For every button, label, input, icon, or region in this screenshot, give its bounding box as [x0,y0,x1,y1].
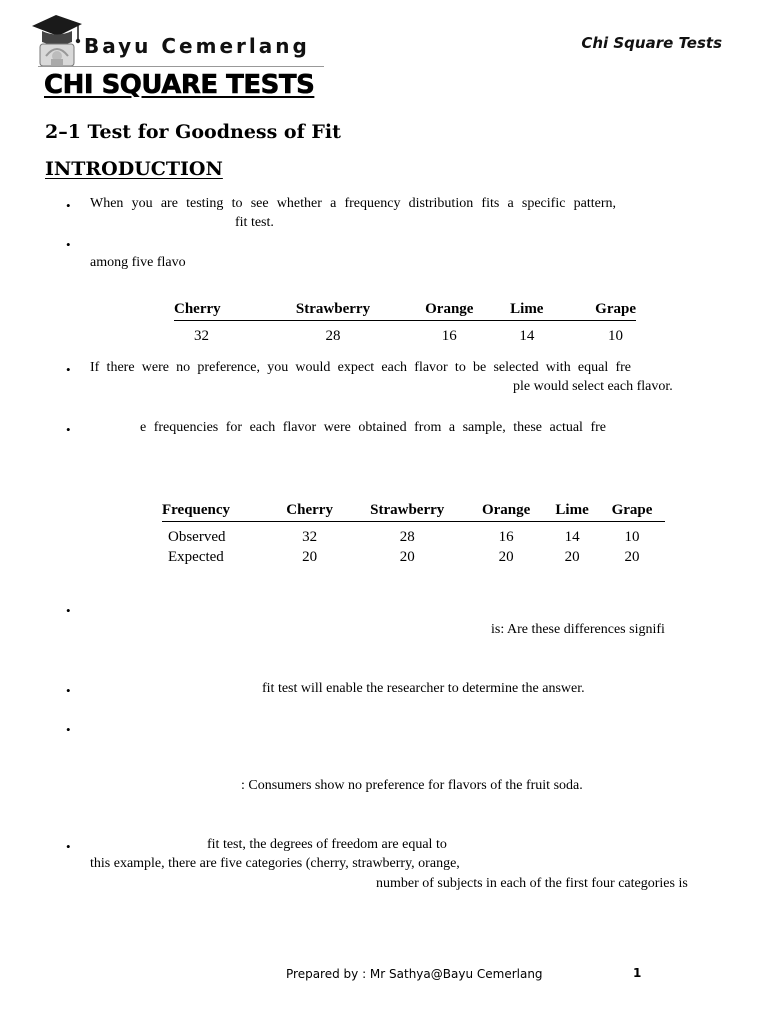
bullet-3-line-1: If there were no preference, you would expect each flavor to be selected with equal fre [90,360,631,375]
observed-expected-table [162,499,665,567]
bullet-8-marker: • [66,839,71,854]
table2-header-orange: Orange [467,499,545,522]
table2-cell: 10 [624,528,640,545]
bullet-8-line-2: this example, there are five categories (cherry, strawberry, orange, [90,856,460,871]
bullet-7-marker: • [66,722,71,737]
table2-header-cherry: Cherry [272,499,347,522]
table2-cell: 28 [399,528,415,545]
header-divider [38,66,324,67]
bullet-5-marker: • [66,603,71,618]
table2-row-label: Observed [168,528,226,545]
bullet-3-marker: • [66,362,71,377]
table2-cell: 14 [564,528,580,545]
page-number: 1 [633,966,642,980]
table2-cell: 32 [302,528,318,545]
table1-header-grape: Grape [558,298,636,321]
brand-name: Bayu Cemerlang [84,34,310,58]
bullet-2-marker: • [66,237,71,252]
table2-header-strawberry: Strawberry [347,499,467,522]
section-heading: 2–1 Test for Goodness of Fit [45,121,341,143]
footer-prepared-by: Prepared by : Mr Sathya@Bayu Cemerlang [286,967,543,981]
table1-header-strawberry: Strawberry [263,298,404,321]
table2-header-lime: Lime [545,499,599,522]
bullet-4-line-1: e frequencies for each flavor were obtained from a sample, these actual fre [140,420,606,435]
graduation-cap-logo-icon [26,12,88,70]
table-row [162,547,665,567]
table2-cell: 20 [564,548,580,565]
flavor-selection-table [174,298,636,345]
table-row [174,321,636,346]
bullet-8-line-3: number of subjects in each of the first four categories is [376,876,688,891]
table2-cell: 20 [498,548,514,565]
table1-cell-orange: 16 [441,328,457,344]
table2-cell: 20 [399,548,415,565]
table-row [162,522,665,548]
bullet-8-line-1: fit test, the degrees of freedom are equal to [207,837,447,852]
bullet-1-marker: • [66,198,71,213]
bullet-6-line-1: fit test will enable the researcher to determine the answer. [262,681,585,696]
bullet-7-line-2: : Consumers show no preference for flavors of the fruit soda. [241,778,583,793]
table1-header-lime: Lime [495,298,558,321]
table2-cell: 16 [498,528,514,545]
table1-cell-grape: 10 [608,328,623,344]
bullet-3-line-2: ple would select each flavor. [513,379,673,394]
running-title: Chi Square Tests [581,34,722,52]
bullet-6-marker: • [66,683,71,698]
table2-row-label: Expected [168,548,224,565]
table1-cell-cherry: 32 [194,328,209,344]
table2-cell: 20 [624,548,640,565]
bullet-1-line-1: When you are testing to see whether a frequency distribution fits a specific pattern, [90,196,616,211]
bullet-2-line-2: among five flavo [90,255,186,270]
table2-header-frequency: Frequency [162,499,272,522]
introduction-heading: INTRODUCTION [45,158,223,180]
table1-header-orange: Orange [403,298,495,321]
table1-header-cherry: Cherry [174,298,263,321]
table2-header-grape: Grape [599,499,665,522]
table1-cell-lime: 14 [519,328,535,344]
bullet-4-marker: • [66,422,71,437]
bullet-5-line-2: is: Are these differences signifi [491,622,665,637]
table1-cell-strawberry: 28 [325,328,341,344]
page-title: CHI SQUARE TESTS [44,70,315,100]
bullet-1-line-2: fit test. [235,215,274,230]
table2-cell: 20 [302,548,318,565]
